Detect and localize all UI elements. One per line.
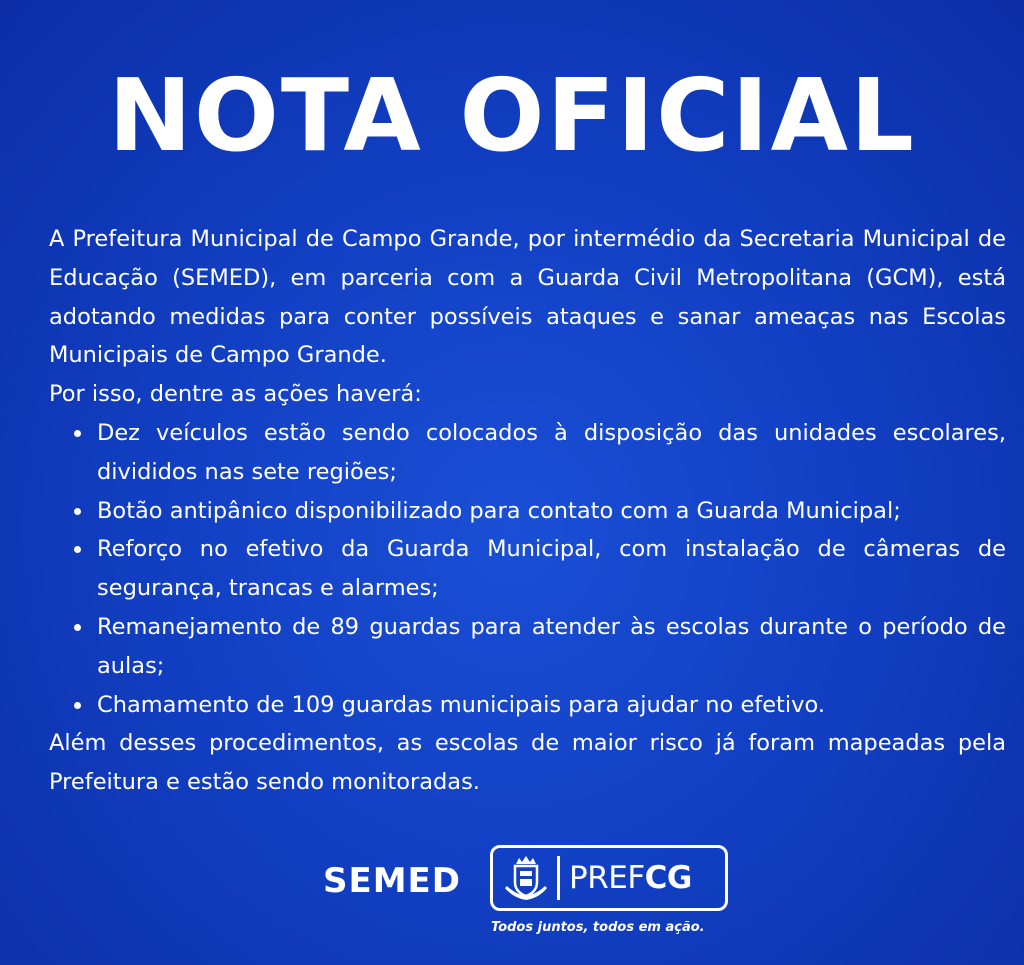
note-body bbox=[49, 220, 1006, 802]
list-item: Remanejamento de 89 guardas para atender às escolas durante o período de aulas; bbox=[97, 608, 1006, 686]
prefcg-logo bbox=[490, 845, 728, 911]
list-item: Dez veículos estão sendo colocados à disposição das unidades escolares, divididos nas sete regiões; bbox=[97, 414, 1006, 492]
footer-logos bbox=[0, 845, 1024, 945]
tagline: Todos juntos, todos em ação. bbox=[491, 920, 705, 935]
list-item: Chamamento de 109 guardas municipais para ajudar no efetivo. bbox=[97, 686, 1006, 725]
prefcg-wordmark-cg: CG bbox=[644, 860, 692, 896]
list-item: Botão antipânico disponibilizado para contato com a Guarda Municipal; bbox=[97, 492, 1006, 531]
closing-paragraph: Além desses procedimentos, as escolas de maior risco já foram mapeadas pela Prefeitura e estão sendo monitoradas. bbox=[49, 730, 1006, 796]
prefcg-wordmark bbox=[569, 860, 692, 896]
logo-divider bbox=[557, 856, 560, 900]
lead-paragraph: Por isso, dentre as ações haverá: bbox=[49, 381, 422, 408]
actions-list bbox=[49, 414, 1006, 724]
intro-paragraph: A Prefeitura Municipal de Campo Grande, por intermédio da Secretaria Municipal de Educação (SEMED), em parceria com a Guarda Civil Metropolitana (GCM), está adotando medidas para conter possíveis ataques e sanar ameaças nas Escolas Municipais de Campo Grande. bbox=[49, 226, 1006, 369]
semed-logo: SEMED bbox=[323, 861, 461, 901]
page-title: NOTA OFICIAL bbox=[108, 57, 916, 174]
prefcg-wordmark-pref: PREF bbox=[569, 860, 645, 896]
list-item: Reforço no efetivo da Guarda Municipal, com instalação de câmeras de segurança, trancas e alarmes; bbox=[97, 530, 1006, 608]
municipal-crest-icon bbox=[501, 854, 551, 902]
